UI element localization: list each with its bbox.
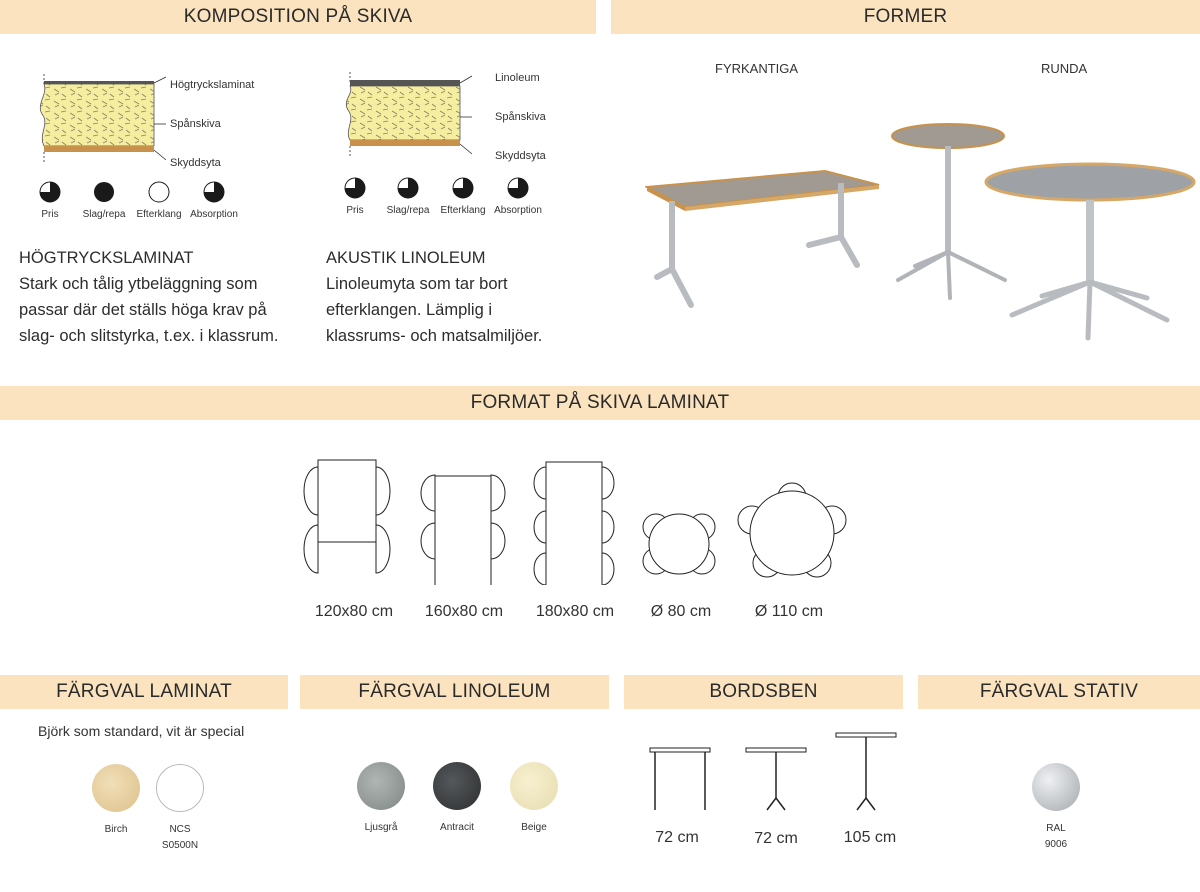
- pie-icon: [203, 181, 225, 203]
- section-header-linoleum-colors: FÄRGVAL LINOLEUM: [300, 675, 609, 709]
- section-header-forms: FORMER: [611, 0, 1200, 34]
- linoleum-description: Linoleumyta som tar bort efterklangen. Lämplig i klassrums- och matsalmiljöer.: [326, 275, 543, 345]
- forms-round-label: RUNDA: [1041, 61, 1088, 76]
- layer-label: Spånskiva: [170, 118, 221, 130]
- layer-label: Högtryckslaminat: [170, 79, 255, 91]
- layer-label: Skyddsyta: [495, 150, 546, 162]
- pedestal-high: [836, 733, 896, 810]
- rectangular-table-image: [645, 165, 885, 320]
- property-impact: Slag/repa: [377, 177, 439, 216]
- layer-label: Spånskiva: [495, 111, 546, 123]
- format-120x80: [304, 460, 390, 573]
- swatch-light-grey: Ljusgrå: [346, 762, 416, 836]
- format-round-110: [738, 483, 846, 577]
- section-header-frame-colors: FÄRGVAL STATIV: [918, 675, 1200, 709]
- swatch-birch: Birch: [81, 764, 151, 838]
- full-circle-icon: [93, 181, 115, 203]
- leg-height-label: 105 cm: [843, 829, 897, 846]
- section-header-laminate-colors: FÄRGVAL LAMINAT: [0, 675, 288, 709]
- property-price: Pris: [19, 181, 81, 220]
- format-160x80: [421, 475, 505, 585]
- format-label: 160x80 cm: [424, 603, 504, 620]
- layer-label: Skyddsyta: [170, 157, 221, 169]
- property-reverb: Efterklang: [128, 181, 190, 220]
- format-round-80: [643, 514, 715, 574]
- empty-circle-icon: [148, 181, 170, 203]
- linoleum-composition-diagram: [342, 72, 472, 162]
- section-header-legs: BORDSBEN: [624, 675, 903, 709]
- pie-icon: [507, 177, 529, 199]
- property-absorption: Absorption: [183, 181, 245, 220]
- pie-icon: [344, 177, 366, 199]
- leg-height-label: 72 cm: [655, 829, 699, 846]
- low-round-table-image: [982, 160, 1200, 350]
- four-leg-frame: [650, 748, 710, 810]
- leg-height-label: 72 cm: [754, 830, 798, 847]
- property-impact: Slag/repa: [73, 181, 135, 220]
- swatch-anthracite: Antracit: [422, 762, 492, 836]
- layer-label: Linoleum: [495, 72, 540, 84]
- swatch-ncs-white: NCS S0500N: [145, 764, 215, 854]
- table-legs-diagram: [645, 730, 905, 820]
- format-diagram: [300, 455, 860, 590]
- format-label: Ø 80 cm: [650, 603, 712, 620]
- property-absorption: Absorption: [487, 177, 549, 216]
- linoleum-title: AKUSTIK LINOLEUM: [326, 249, 486, 267]
- laminate-title: HÖGTRYCKSLAMINAT: [19, 249, 194, 267]
- property-price: Pris: [324, 177, 386, 216]
- format-180x80: [534, 462, 614, 585]
- pedestal-low: [746, 748, 806, 810]
- format-label: Ø 110 cm: [754, 603, 824, 620]
- format-label: 180x80 cm: [535, 603, 615, 620]
- laminate-color-note: Björk som standard, vit är special: [38, 723, 245, 739]
- laminate-description: Stark och tålig ytbeläggning som passar där det ställs höga krav på slag- och slitstyrka, t.ex. i klassrum.: [19, 275, 279, 345]
- pie-icon: [452, 177, 474, 199]
- property-reverb: Efterklang: [432, 177, 494, 216]
- pie-icon: [39, 181, 61, 203]
- section-header-composition: KOMPOSITION PÅ SKIVA: [0, 0, 596, 34]
- section-header-format: FORMAT PÅ SKIVA LAMINAT: [0, 386, 1200, 420]
- laminate-composition-diagram: [36, 74, 166, 164]
- format-label: 120x80 cm: [314, 603, 394, 620]
- swatch-ral-9006: RAL 9006: [1021, 763, 1091, 853]
- forms-square-label: FYRKANTIGA: [715, 61, 799, 76]
- pie-icon: [397, 177, 419, 199]
- swatch-beige: Beige: [499, 762, 569, 836]
